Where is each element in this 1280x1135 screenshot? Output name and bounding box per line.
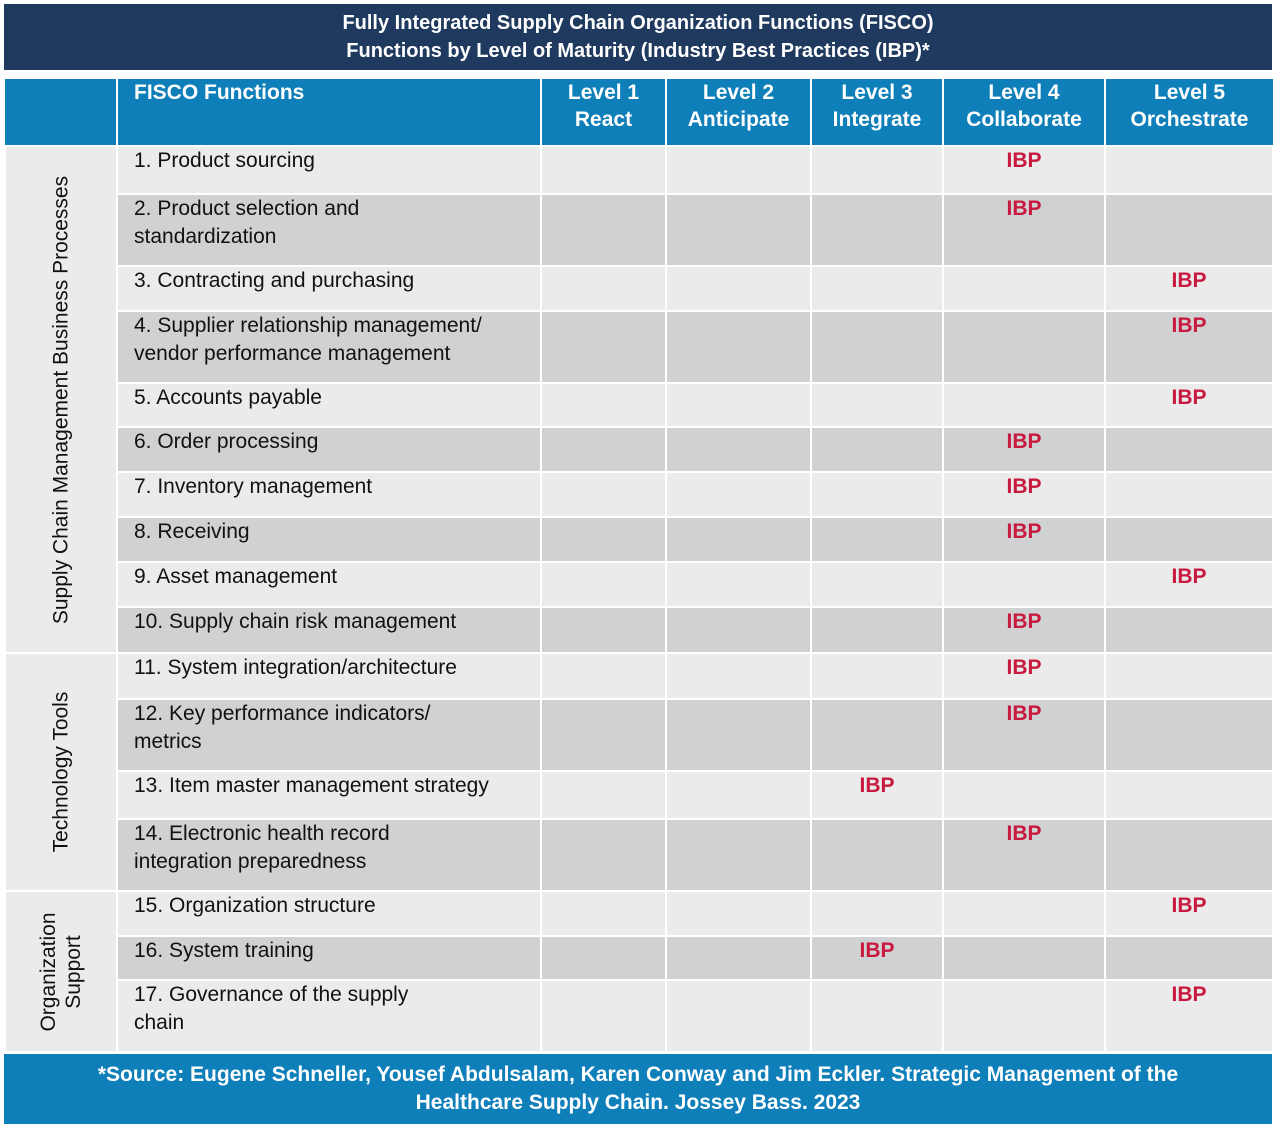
table-row (5, 562, 1273, 607)
level-2-cell (666, 146, 811, 194)
level-2-cell (666, 472, 811, 517)
level-4-cell: IBP (943, 194, 1105, 266)
table-row (5, 607, 1273, 653)
level-4-cell (943, 311, 1105, 383)
level-5-cell (1105, 472, 1273, 517)
table-row (5, 266, 1273, 311)
title-line-2: Functions by Level of Maturity (Industry Best Practices (IBP)* (346, 40, 930, 62)
table-row (5, 819, 1273, 891)
level-5-cell: IBP (1105, 980, 1273, 1052)
table-row (5, 517, 1273, 562)
function-name: 1. Product sourcing (117, 146, 541, 194)
fisco-maturity-table (4, 79, 1274, 1053)
level-3-cell (811, 653, 943, 699)
level-1-cell (541, 653, 666, 699)
level-4-cell: IBP (943, 517, 1105, 562)
header-level-3-number: Level 3 (841, 81, 913, 104)
level-5-cell (1105, 194, 1273, 266)
table-row (5, 427, 1273, 472)
level-3-cell (811, 383, 943, 427)
level-5-cell (1105, 607, 1273, 653)
table-row (5, 146, 1273, 194)
group-technology-tools (5, 653, 117, 891)
level-4-cell: IBP (943, 819, 1105, 891)
level-5-cell: IBP (1105, 383, 1273, 427)
level-2-cell (666, 427, 811, 472)
level-3-cell (811, 980, 943, 1052)
group-label-organization-support: Organization Support (37, 911, 85, 1032)
group-label-scm: Supply Chain Management Business Processes (49, 175, 73, 624)
level-4-cell: IBP (943, 427, 1105, 472)
level-3-cell (811, 562, 943, 607)
level-1-cell (541, 517, 666, 562)
level-1-cell (541, 699, 666, 771)
function-name: 13. Item master management strategy (117, 771, 541, 819)
level-5-cell (1105, 517, 1273, 562)
level-3-cell (811, 427, 943, 472)
level-4-cell: IBP (943, 653, 1105, 699)
level-4-cell: IBP (943, 699, 1105, 771)
level-3-cell (811, 472, 943, 517)
level-5-cell (1105, 936, 1273, 980)
table-row (5, 653, 1273, 699)
function-name: 16. System training (117, 936, 541, 980)
level-5-cell: IBP (1105, 266, 1273, 311)
level-4-cell (943, 266, 1105, 311)
source-footer (4, 1054, 1272, 1124)
header-level-3 (811, 79, 943, 146)
level-5-cell (1105, 427, 1273, 472)
header-level-2 (666, 79, 811, 146)
function-name: 10. Supply chain risk management (117, 607, 541, 653)
function-name: 2. Product selection and standardization (117, 194, 541, 266)
level-1-cell (541, 819, 666, 891)
header-group-cell (5, 79, 117, 146)
table-row (5, 383, 1273, 427)
level-1-cell (541, 194, 666, 266)
level-3-cell (811, 891, 943, 936)
level-1-cell (541, 472, 666, 517)
level-2-cell (666, 266, 811, 311)
function-name: 5. Accounts payable (117, 383, 541, 427)
level-5-cell: IBP (1105, 311, 1273, 383)
level-2-cell (666, 699, 811, 771)
header-level-4-number: Level 4 (988, 81, 1060, 104)
header-level-1-name: React (574, 108, 633, 131)
level-1-cell (541, 562, 666, 607)
level-4-cell (943, 771, 1105, 819)
group-organization-support (5, 891, 117, 1052)
header-fisco-functions: FISCO Functions (117, 79, 541, 146)
level-2-cell (666, 383, 811, 427)
header-level-3-name: Integrate (832, 108, 922, 131)
level-1-cell (541, 427, 666, 472)
level-4-cell (943, 936, 1105, 980)
header-row (5, 79, 1273, 146)
level-2-cell (666, 819, 811, 891)
table-row (5, 891, 1273, 936)
level-2-cell (666, 311, 811, 383)
level-5-cell (1105, 819, 1273, 891)
table-row (5, 771, 1273, 819)
level-3-cell (811, 146, 943, 194)
level-4-cell (943, 891, 1105, 936)
table-row (5, 980, 1273, 1052)
function-name: 12. Key performance indicators/ metrics (117, 699, 541, 771)
level-3-cell (811, 194, 943, 266)
table-row (5, 699, 1273, 771)
function-name: 15. Organization structure (117, 891, 541, 936)
table-row (5, 472, 1273, 517)
header-level-5-number: Level 5 (1153, 81, 1226, 104)
header-level-4-name: Collaborate (966, 108, 1082, 131)
level-5-cell: IBP (1105, 562, 1273, 607)
level-3-cell (811, 517, 943, 562)
level-1-cell (541, 936, 666, 980)
function-name: 14. Electronic health record integration preparedness (117, 819, 541, 891)
table-row (5, 936, 1273, 980)
level-2-cell (666, 771, 811, 819)
level-2-cell (666, 607, 811, 653)
level-3-cell (811, 607, 943, 653)
level-3-cell (811, 699, 943, 771)
function-name: 11. System integration/architecture (117, 653, 541, 699)
level-2-cell (666, 980, 811, 1052)
header-level-5 (1105, 79, 1273, 146)
level-3-cell: IBP (811, 936, 943, 980)
level-2-cell (666, 194, 811, 266)
function-name: 17. Governance of the supply chain (117, 980, 541, 1052)
level-3-cell (811, 266, 943, 311)
level-1-cell (541, 771, 666, 819)
level-5-cell (1105, 146, 1273, 194)
level-3-cell (811, 819, 943, 891)
level-1-cell (541, 311, 666, 383)
group-scm-business-processes (5, 146, 117, 653)
level-4-cell: IBP (943, 146, 1105, 194)
header-level-2-name: Anticipate (687, 108, 790, 131)
header-level-1 (541, 79, 666, 146)
level-1-cell (541, 607, 666, 653)
level-2-cell (666, 562, 811, 607)
level-2-cell (666, 936, 811, 980)
header-level-2-number: Level 2 (702, 81, 775, 104)
group-label-technology-tools: Technology Tools (49, 691, 73, 853)
level-1-cell (541, 266, 666, 311)
level-3-cell (811, 311, 943, 383)
level-4-cell: IBP (943, 607, 1105, 653)
level-1-cell (541, 980, 666, 1052)
level-3-cell: IBP (811, 771, 943, 819)
header-level-5-name: Orchestrate (1130, 108, 1249, 131)
source-line-2: Healthcare Supply Chain. Jossey Bass. 2023 (415, 1091, 861, 1114)
level-1-cell (541, 383, 666, 427)
level-1-cell (541, 146, 666, 194)
level-4-cell (943, 980, 1105, 1052)
function-name: 6. Order processing (117, 427, 541, 472)
level-5-cell: IBP (1105, 891, 1273, 936)
level-4-cell (943, 383, 1105, 427)
table-row (5, 311, 1273, 383)
function-name: 4. Supplier relationship management/ vendor performance management (117, 311, 541, 383)
title-line-1: Fully Integrated Supply Chain Organization Functions (FISCO) (342, 12, 934, 34)
level-4-cell (943, 562, 1105, 607)
level-2-cell (666, 653, 811, 699)
table-row (5, 194, 1273, 266)
source-line-1: *Source: Eugene Schneller, Yousef Abdulsalam, Karen Conway and Jim Eckler. Strategic Management of the (97, 1063, 1179, 1086)
function-name: 7. Inventory management (117, 472, 541, 517)
header-level-1-number: Level 1 (567, 81, 640, 104)
level-5-cell (1105, 653, 1273, 699)
title-banner (4, 4, 1272, 70)
level-5-cell (1105, 699, 1273, 771)
level-2-cell (666, 517, 811, 562)
function-name: 3. Contracting and purchasing (117, 266, 541, 311)
header-level-4 (943, 79, 1105, 146)
function-name: 8. Receiving (117, 517, 541, 562)
level-2-cell (666, 891, 811, 936)
level-4-cell: IBP (943, 472, 1105, 517)
function-name: 9. Asset management (117, 562, 541, 607)
level-1-cell (541, 891, 666, 936)
level-5-cell (1105, 771, 1273, 819)
